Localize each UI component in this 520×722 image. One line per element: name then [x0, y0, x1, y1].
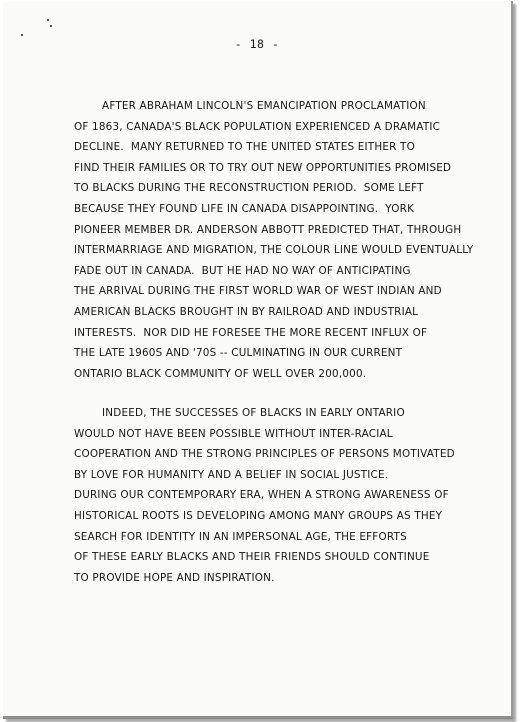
text-line: SEARCH FOR IDENTITY IN AN IMPERSONAL AGE, THE EFFORTS	[74, 530, 407, 543]
text-line: INTERESTS. NOR DID HE FORESEE THE MORE RECENT INFLUX OF	[74, 326, 428, 339]
text-line: PIONEER MEMBER DR. ANDERSON ABBOTT PREDICTED THAT, THROUGH	[74, 223, 462, 236]
text-line: BY LOVE FOR HUMANITY AND A BELIEF IN SOCIAL JUSTICE.	[74, 468, 389, 481]
text-line: OF THESE EARLY BLACKS AND THEIR FRIENDS SHOULD CONTINUE	[74, 551, 430, 564]
text-line: THE LATE 1960S AND '70S -- CULMINATING IN OUR CURRENT	[74, 347, 403, 360]
text-line: TO BLACKS DURING THE RECONSTRUCTION PERIOD. SOME LEFT	[74, 182, 424, 195]
text-line: TO PROVIDE HOPE AND INSPIRATION.	[74, 571, 275, 584]
text-line: BECAUSE THEY FOUND LIFE IN CANADA DISAPPOINTING. YORK	[74, 202, 415, 215]
text-line: ONTARIO BLACK COMMUNITY OF WELL OVER 200,000.	[74, 367, 367, 380]
text-line: FADE OUT IN CANADA. BUT HE HAD NO WAY OF ANTICIPATING	[74, 264, 411, 277]
text-line: WOULD NOT HAVE BEEN POSSIBLE WITHOUT INTER-RACIAL	[74, 427, 393, 440]
text-line: HISTORICAL ROOTS IS DEVELOPING AMONG MANY GROUPS AS THEY	[74, 509, 443, 522]
text-line: INTERMARRIAGE AND MIGRATION, THE COLOUR LINE WOULD EVENTUALLY	[74, 244, 474, 257]
paragraph-1	[74, 96, 504, 384]
text-line: AFTER ABRAHAM LINCOLN'S EMANCIPATION PROCLAMATION	[74, 100, 426, 112]
text-line: DURING OUR CONTEMPORARY ERA, WHEN A STRONG AWARENESS OF	[74, 489, 449, 502]
ink-speck	[47, 19, 49, 21]
page-number: - 18 -	[234, 37, 280, 51]
text-line: AMERICAN BLACKS BROUGHT IN BY RAILROAD AND INDUSTRIAL	[74, 305, 419, 318]
text-line: COOPERATION AND THE STRONG PRINCIPLES OF PERSONS MOTIVATED	[74, 448, 455, 461]
text-line: OF 1863, CANADA'S BLACK POPULATION EXPERIENCED A DRAMATIC	[74, 120, 441, 133]
text-line: DECLINE. MANY RETURNED TO THE UNITED STATES EITHER TO	[74, 141, 415, 154]
document-page	[3, 1, 513, 719]
text-line: INDEED, THE SUCCESSES OF BLACKS IN EARLY ONTARIO	[74, 407, 405, 419]
text-line: THE ARRIVAL DURING THE FIRST WORLD WAR OF WEST INDIAN AND	[74, 285, 442, 298]
paragraph-2	[74, 403, 504, 588]
ink-speck	[50, 25, 52, 27]
ink-speck	[21, 34, 23, 36]
text-line: FIND THEIR FAMILIES OR TO TRY OUT NEW OPPORTUNITIES PROMISED	[74, 161, 452, 174]
